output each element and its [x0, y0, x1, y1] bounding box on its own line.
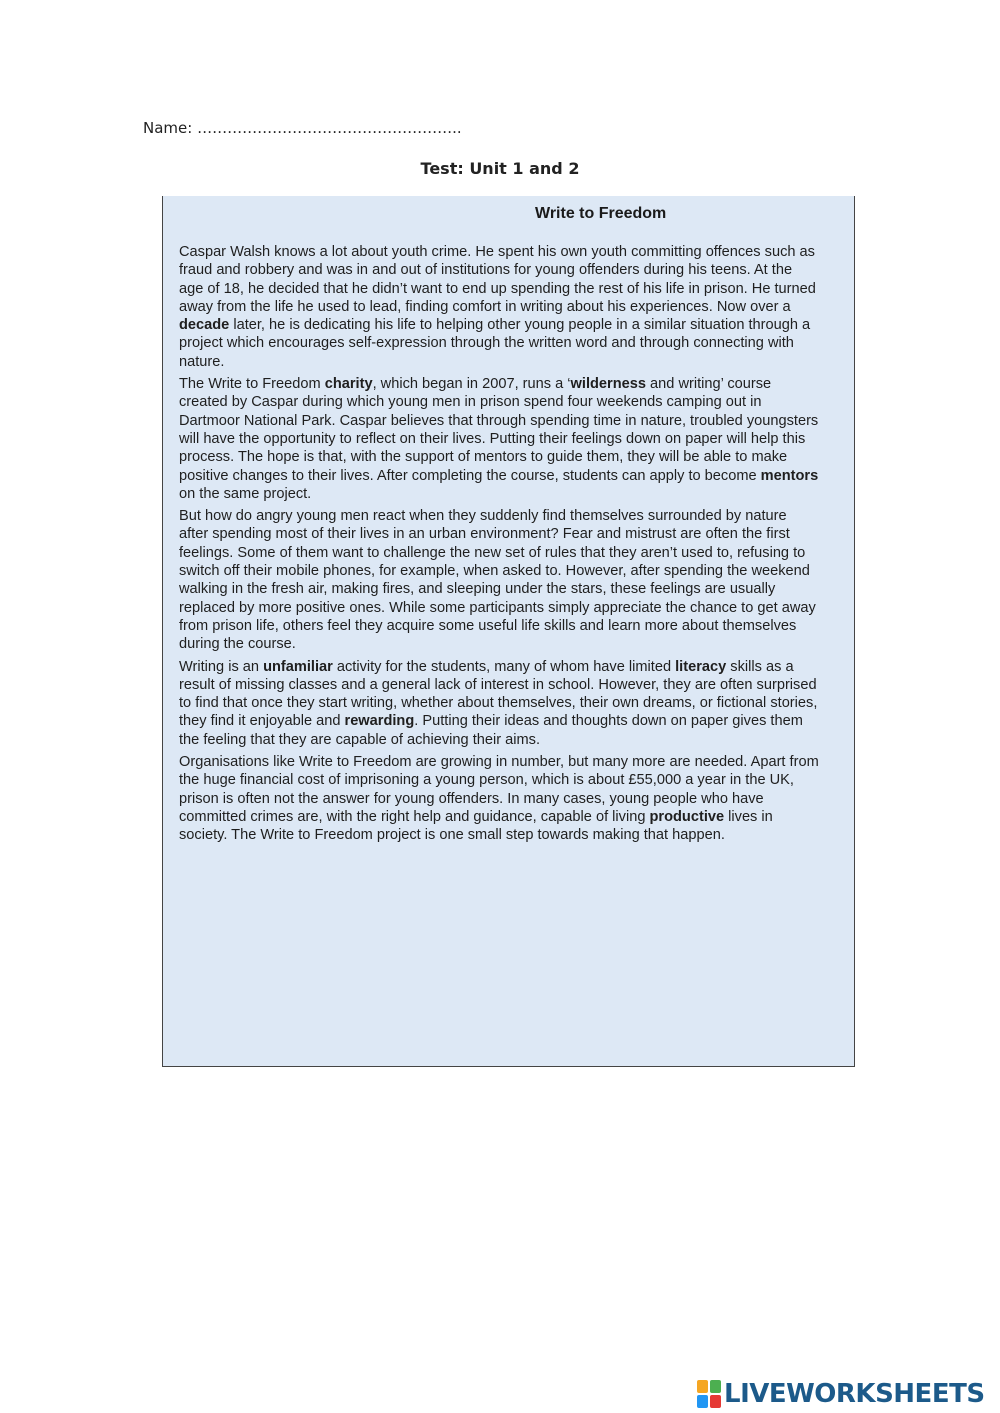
text-run: lives in society. The Write to Freedom project is one small step towards making that happen. [179, 808, 773, 844]
paragraph-2 [179, 375, 819, 503]
keyword: rewarding [344, 713, 415, 730]
text-run: later, he is dedicating his life to helping other young people in a similar situation through a project which encourages self-expression through the written word and through connecting with nature. [179, 317, 811, 370]
keyword: productive [649, 808, 725, 825]
text-run: But how do angry young men react when they suddenly find themselves surrounded by nature after spending most of their lives in an urban environment? Fear and mistrust are often the first feelings. Some of them want to challenge the new set of rules that they aren’t used to, refusing to switch off their mobile phones, for example, when asked to. However, after spending the weekend walking in the fresh air, making fires, and sleeping under the stars, these feelings are usually replaced by more positive ones. While some participants simply appreciate the chance to get away from prison life, others feel they acquire some useful life skills and learn more about themselves during the course. [179, 508, 816, 653]
keyword: mentors [760, 467, 819, 484]
paragraph-5 [179, 753, 819, 844]
text-run: skills as a result of missing classes and a general lack of interest in school. However, they are often surprised to find that once they start writing, whether about themselves, their own dreams, or fictional stories, they find it enjoyable and [179, 658, 818, 730]
text-run: The Write to Freedom [179, 376, 325, 393]
keyword: literacy [675, 658, 727, 675]
keyword: charity [324, 376, 373, 393]
text-run: , which began in 2007, runs a ‘ [372, 376, 571, 393]
liveworksheets-logo-icon [697, 1380, 721, 1408]
liveworksheets-logo[interactable] [697, 1378, 985, 1410]
keyword: wilderness [570, 376, 646, 393]
keyword: unfamiliar [263, 658, 333, 675]
name-line: Name: …………………………………………….. [143, 119, 462, 137]
reading-passage-box [162, 196, 855, 1067]
reading-text [179, 243, 819, 849]
text-run: Caspar Walsh knows a lot about youth crime. He spent his own youth committing offences such as fraud and robbery and was in and out of institutions for young offenders during his teens. At the age of 18, he decided that he didn’t want to end up spending the rest of his life in prison. He turned away from the life he used to lead, finding comfort in writing about his experiences. Now over a [179, 244, 816, 315]
reading-title: Write to Freedom [535, 205, 667, 222]
text-run: activity for the students, many of whom have limited [332, 658, 676, 675]
paragraph-3 [179, 507, 819, 653]
text-run: on the same project. [179, 485, 312, 502]
text-run: . Putting their ideas and thoughts down on paper gives them the feeling that they are capable of achieving their aims. [179, 713, 803, 748]
paragraph-1 [179, 243, 819, 371]
paragraph-4 [179, 658, 819, 749]
test-title: Test: Unit 1 and 2 [420, 159, 580, 178]
text-run: and writing’ course created by Caspar during which young men in prison spend four weekends camping out in Dartmoor National Park. Caspar believes that through spending time in nature, troubled youngsters will have the opportunity to reflect on their lives. Putting their feelings down on paper will help this process. The hope is that, with the support of mentors to guide them, they will be able to make positive changes to their lives. After completing the course, students can apply to become [179, 376, 819, 484]
logo-text: LIVEWORKSHEETS [724, 1379, 985, 1409]
keyword: decade [179, 317, 230, 334]
text-run: Writing is an [179, 658, 264, 675]
text-run: Organisations like Write to Freedom are growing in number, but many more are needed. Apart from the huge financial cost of imprisoning a young person, which is about £55,000 a year in the UK, prison is often not the answer for young offenders. In many cases, young people who have committed crimes are, with the right help and guidance, capable of living [179, 754, 819, 825]
